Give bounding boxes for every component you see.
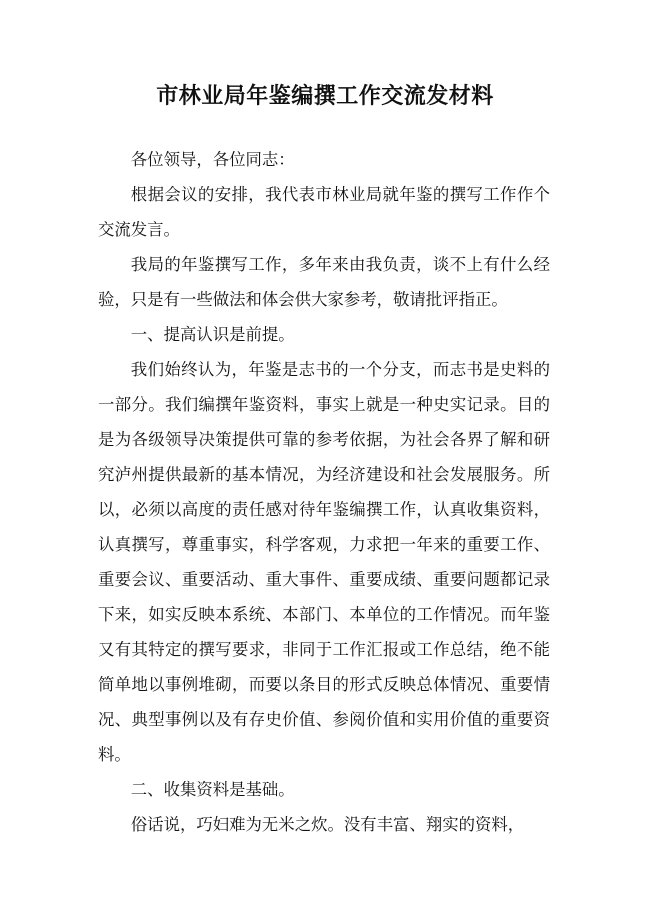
section-paragraph-1: 我们始终认为，年鉴是志书的一个分支，而志书是史料的一部分。我们编撰年鉴资料，事实上就是一种史实记录。目的是为各级领导决策提供可靠的参考依据，为社会各界了解和研究泸州提供最新的基本情况，为经济建设和社会发展服务。所以，必须以高度的责任感对待年鉴编撰工作，认真收集资料，认真撰写，尊重事实，科学客观，力求把一年来的重要工作、重要会议、重要活动、重大事件、重要成绩、重要问题都记录下来，如实反映本系统、本部门、本单位的工作情况。而年鉴又有其特定的撰写要求，非同于工作汇报或工作总结，绝不能简单地以事例堆砌，而要以条目的形式反映总体情况、重要情况、典型事例以及有存史价值、参阅价值和实用价值的重要资料。 [98,360,550,764]
salutation: 各位领导，各位同志： [130,150,295,169]
document-body [98,142,550,842]
paragraph-experience: 我局的年鉴撰写工作，多年来由我负责，谈不上有什么经验，只是有一些做法和体会供大家参考，敬请批评指正。 [98,255,550,309]
section-heading-1: 一、提高认识是前提。 [130,325,295,344]
section-paragraph-2: 俗话说，巧妇难为无米之炊。没有丰富、翔实的资料， [130,815,525,834]
document-title: 市林业局年鉴编撰工作交流发材料 [156,84,494,109]
paragraph-intro: 根据会议的安排，我代表市林业局就年鉴的撰写工作作个交流发言。 [98,185,550,239]
section-heading-2: 二、收集资料是基础。 [130,780,295,799]
